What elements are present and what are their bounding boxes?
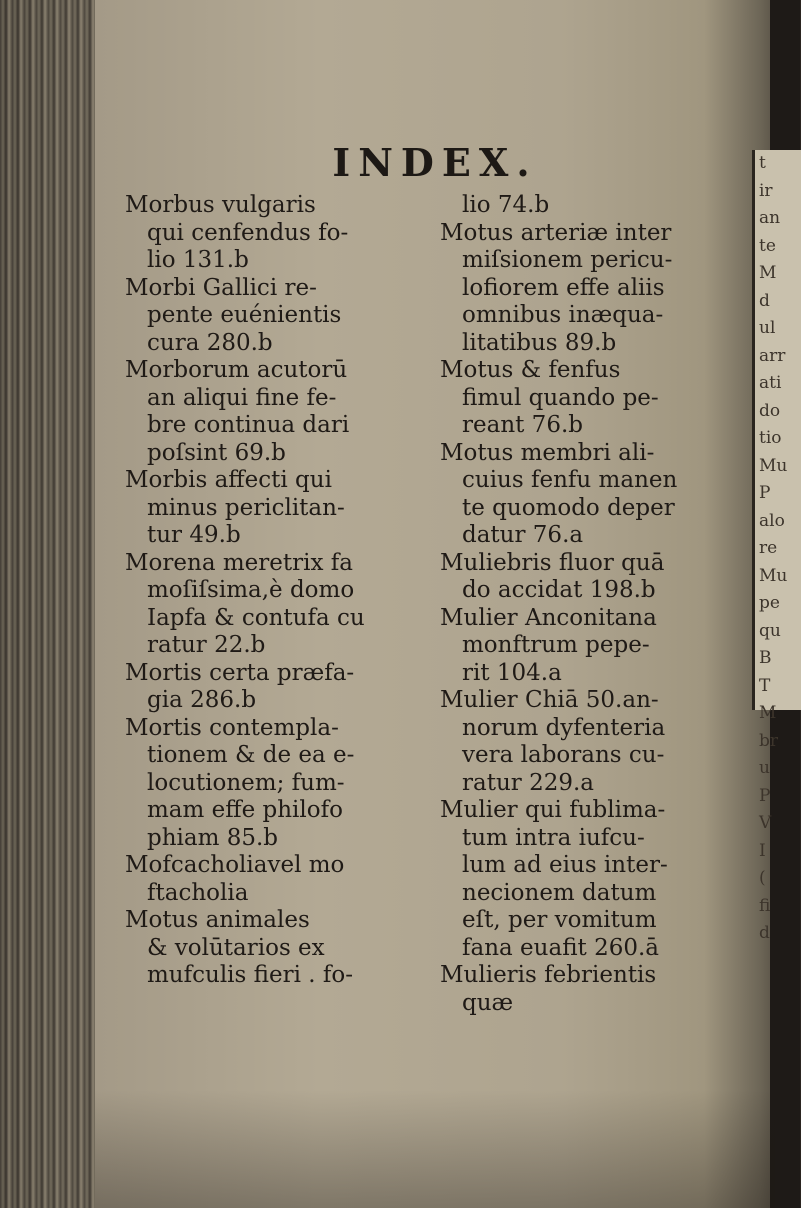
index-entry-line: cura 280.b: [147, 329, 273, 356]
index-entry-line: Morbis affecti qui: [125, 467, 332, 493]
facing-page-fragment: alo: [759, 510, 785, 531]
index-entry-line: ftacholia: [147, 879, 249, 906]
index-entry-line: lio 131.b: [147, 247, 249, 273]
facing-page-fragment: (: [759, 868, 766, 888]
index-entry-line: phiam 85.b: [147, 824, 279, 851]
facing-page-fragment: fi: [759, 895, 771, 916]
facing-page-fragment: te: [759, 235, 776, 256]
index-entry-line: Morbi Gallici re-: [125, 274, 317, 301]
index-entry-line: poſsint 69.b: [147, 439, 286, 466]
index-entry-line: an aliqui fine fe-: [147, 384, 337, 411]
index-entry-line: lum ad eius inter-: [462, 852, 668, 878]
index-entry-line: minus periclitan-: [147, 494, 345, 521]
index-entry-line: ratur 229.a: [462, 769, 594, 796]
index-entry-line: Mortis contempla-: [125, 714, 339, 741]
index-entry-line: Motus membri ali-: [440, 439, 655, 466]
index-entry-line: tionem & de ea e-: [147, 742, 355, 768]
index-entry-line: fimul quando pe-: [462, 384, 659, 411]
index-entry-line: litatibus 89.b: [462, 329, 617, 356]
facing-page-fragment: d: [759, 923, 770, 943]
index-entry-line: fana euafit 260.ā: [462, 934, 660, 961]
facing-page-fragment: I: [759, 840, 766, 861]
index-entry-line: Mulier qui fublima-: [440, 797, 666, 823]
facing-page-fragment: t: [759, 153, 766, 173]
facing-page-fragment: ul: [759, 318, 776, 338]
facing-page-fragment: P: [759, 483, 771, 503]
index-entry-line: Muliebris fluor quā: [440, 549, 665, 576]
facing-page-fragment: d: [759, 290, 770, 311]
index-entry-line: Motus arteriæ inter: [440, 219, 672, 246]
page-bottom-shadow: [95, 1090, 775, 1208]
index-entry-line: bre continua dari: [147, 412, 350, 438]
index-entry-line: qui cenfendus fo-: [147, 219, 349, 246]
index-entry-line: Mulieris febrientis: [440, 962, 657, 988]
index-entry-line: lofiorem effe aliis: [462, 274, 665, 301]
index-entry-line: vera laborans cu-: [462, 742, 665, 768]
facing-page-fragment: re: [759, 538, 778, 558]
facing-page-fragment: M: [759, 263, 777, 283]
index-entry-line: Morbus vulgaris: [125, 192, 316, 218]
index-entry-line: Motus & fenfus: [440, 357, 621, 383]
facing-page-fragment: arr: [759, 345, 786, 366]
facing-page-fragment: qu: [759, 620, 781, 641]
index-entry-line: Mortis certa præfa-: [125, 659, 355, 686]
index-entry-line: Motus animales: [125, 907, 310, 933]
index-entry-line: lio 74.b: [462, 192, 550, 218]
facing-page-fragments: [752, 150, 801, 943]
index-entry-line: tum intra iufcu-: [462, 824, 645, 851]
facing-page-fragment: an: [759, 208, 781, 228]
index-entry-line: mam effe philofo: [147, 797, 343, 823]
index-entry-line: norum dyfenteria: [462, 714, 666, 741]
index-entry-line: Morena meretrix fa: [125, 549, 353, 576]
index-entry-line: eſt, per vomitum: [462, 907, 657, 933]
index-entry-line: miſsionem pericu-: [462, 247, 673, 273]
index-entry-line: monftrum pepe-: [462, 632, 650, 658]
facing-page-fragment: u: [759, 758, 770, 778]
index-entry-line: moſiſsima,è domo: [147, 577, 355, 603]
facing-page-fragment: V: [759, 813, 772, 833]
index-entry-line: cuius fenfu manen: [462, 467, 678, 493]
index-entry-line: rit 104.a: [462, 659, 562, 686]
index-entry-line: reant 76.b: [462, 412, 583, 438]
index-title: INDEX.: [332, 140, 538, 185]
index-entry-line: gia 286.b: [147, 687, 257, 713]
index-entry-line: Iapfa & contufa cu: [147, 604, 365, 631]
index-entry-line: do accidat 198.b: [462, 577, 656, 603]
index-left-column: [125, 192, 435, 990]
index-entry-line: quæ: [462, 989, 514, 1016]
facing-page-fragment: T: [759, 675, 771, 696]
index-entry-line: Mofcacholiavel mo: [125, 852, 345, 878]
index-entry-line: omnibus inæqua-: [462, 302, 664, 328]
index-entry-line: Morborum acutorū: [125, 357, 348, 383]
index-entry-line: tur 49.b: [147, 522, 241, 548]
index-entry-line: mufculis fieri . fo-: [147, 962, 354, 988]
facing-page-fragment: Mu: [759, 565, 788, 586]
book-spine: [0, 0, 95, 1208]
facing-page-fragment: ir: [759, 180, 773, 201]
index-entry-line: ratur 22.b: [147, 632, 266, 658]
index-entry-line: & volūtarios ex: [147, 934, 325, 961]
index-entry-line: pente euénientis: [147, 302, 342, 328]
facing-page-fragment: tio: [759, 428, 782, 448]
facing-page-fragment: M: [759, 703, 777, 723]
facing-page-fragment: B: [759, 648, 772, 668]
index-entry-line: Mulier Chiā 50.an-: [440, 687, 659, 713]
index-entry-line: necionem datum: [462, 879, 657, 906]
index-page-content: [120, 140, 750, 1016]
facing-page-fragment: do: [759, 400, 781, 421]
index-entry-line: te quomodo deper: [462, 494, 675, 521]
facing-page-fragment: Mu: [759, 455, 788, 476]
index-entry-line: Mulier Anconitana: [440, 604, 657, 631]
facing-page-fragment: ati: [759, 373, 782, 393]
facing-page-fragment: br: [759, 730, 779, 751]
facing-page-fragment: P: [759, 785, 771, 806]
index-entry-line: datur 76.a: [462, 522, 584, 548]
facing-page-fragment: pe: [759, 593, 780, 613]
index-entry-line: locutionem; fum-: [147, 769, 345, 796]
index-right-column: [440, 192, 750, 1017]
